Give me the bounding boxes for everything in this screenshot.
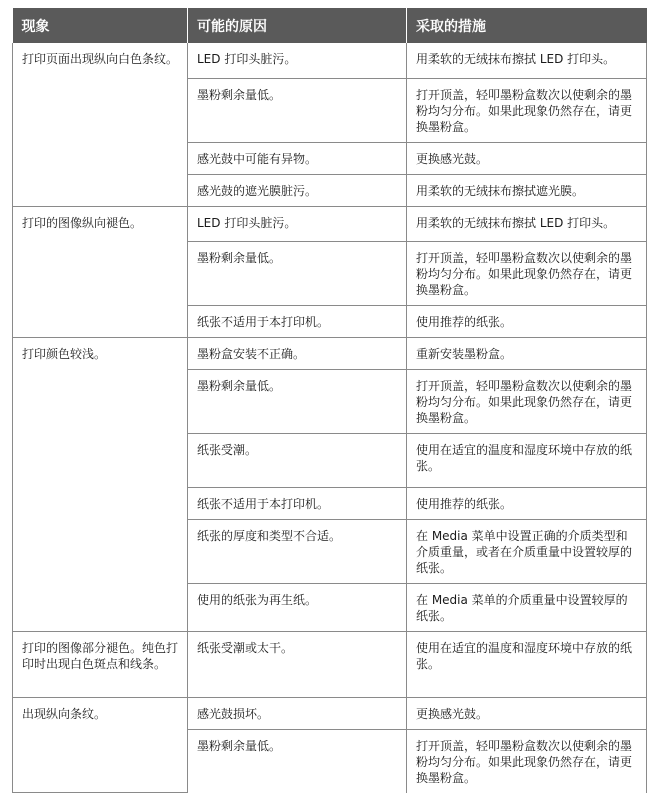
table-row <box>13 43 647 78</box>
table-body <box>13 43 647 793</box>
symptom-cell: 打印的图像纵向褪色。 <box>13 206 188 337</box>
cause-cell: 墨粉剩余量低。 <box>188 729 407 793</box>
remedy-cell: 使用在适宜的温度和湿度环境中存放的纸张。 <box>407 433 647 487</box>
table-header <box>13 8 647 43</box>
table-row <box>13 206 647 241</box>
remedy-cell: 重新安装墨粉盒。 <box>407 337 647 369</box>
symptom-cell: 打印的图像部分褪色。纯色打印时出现白色斑点和线条。 <box>13 631 188 697</box>
cause-cell: LED 打印头脏污。 <box>188 43 407 78</box>
troubleshooting-table <box>12 8 647 793</box>
remedy-cell: 用柔软的无绒抹布擦拭遮光膜。 <box>407 174 647 206</box>
troubleshooting-page <box>12 8 646 793</box>
cause-cell: 感光鼓中可能有异物。 <box>188 142 407 174</box>
header-cause: 可能的原因 <box>188 8 407 43</box>
cause-cell: 纸张的厚度和类型不合适。 <box>188 519 407 583</box>
table-row <box>13 631 647 697</box>
cause-cell: 墨粉盒安装不正确。 <box>188 337 407 369</box>
remedy-cell: 在 Media 菜单的介质重量中设置较厚的纸张。 <box>407 583 647 631</box>
remedy-cell: 打开顶盖，轻叩墨粉盒数次以使剩余的墨粉均匀分布。如果此现象仍然存在，请更换墨粉盒。 <box>407 241 647 305</box>
remedy-cell: 使用推荐的纸张。 <box>407 305 647 337</box>
cause-cell: 纸张受潮。 <box>188 433 407 487</box>
symptom-cell: 打印颜色较浅。 <box>13 337 188 631</box>
remedy-cell: 更换感光鼓。 <box>407 142 647 174</box>
remedy-cell: 打开顶盖，轻叩墨粉盒数次以使剩余的墨粉均匀分布。如果此现象仍然存在，请更换墨粉盒。 <box>407 729 647 793</box>
table-row <box>13 697 647 729</box>
header-symptom: 现象 <box>13 8 188 43</box>
cause-cell: 使用的纸张为再生纸。 <box>188 583 407 631</box>
cause-cell: 墨粉剩余量低。 <box>188 78 407 142</box>
remedy-cell: 在 Media 菜单中设置正确的介质类型和介质重量，或者在介质重量中设置较厚的纸张。 <box>407 519 647 583</box>
cause-cell: 墨粉剩余量低。 <box>188 241 407 305</box>
header-remedy: 采取的措施 <box>407 8 647 43</box>
remedy-cell: 用柔软的无绒抹布擦拭 LED 打印头。 <box>407 43 647 78</box>
cause-cell: 墨粉剩余量低。 <box>188 369 407 433</box>
cause-cell: 纸张不适用于本打印机。 <box>188 487 407 519</box>
cause-cell: 感光鼓的遮光膜脏污。 <box>188 174 407 206</box>
cause-cell: 感光鼓损坏。 <box>188 697 407 729</box>
remedy-cell: 使用推荐的纸张。 <box>407 487 647 519</box>
cause-cell: 纸张受潮或太干。 <box>188 631 407 697</box>
remedy-cell: 用柔软的无绒抹布擦拭 LED 打印头。 <box>407 206 647 241</box>
table-row <box>13 337 647 369</box>
remedy-cell: 打开顶盖，轻叩墨粉盒数次以使剩余的墨粉均匀分布。如果此现象仍然存在，请更换墨粉盒。 <box>407 78 647 142</box>
remedy-cell: 使用在适宜的温度和湿度环境中存放的纸张。 <box>407 631 647 697</box>
cause-cell: LED 打印头脏污。 <box>188 206 407 241</box>
symptom-cell: 打印页面出现纵向白色条纹。 <box>13 43 188 206</box>
cause-cell: 纸张不适用于本打印机。 <box>188 305 407 337</box>
remedy-cell: 更换感光鼓。 <box>407 697 647 729</box>
symptom-cell: 出现纵向条纹。 <box>13 697 188 793</box>
remedy-cell: 打开顶盖，轻叩墨粉盒数次以使剩余的墨粉均匀分布。如果此现象仍然存在，请更换墨粉盒。 <box>407 369 647 433</box>
